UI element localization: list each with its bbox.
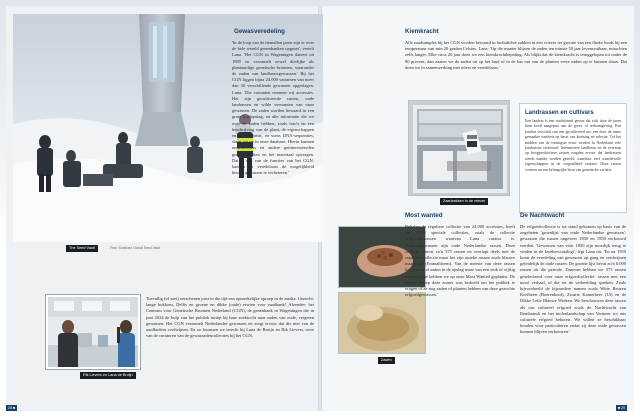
heading-gewasveredeling: Gewasveredeling	[234, 28, 285, 35]
seed-vault-credit: Foto: Svalbard Global Seed Vault	[110, 246, 161, 250]
intro-text: Toevallig (of niet) verschenen juist in die tijd een opmerkelijke oproep in de media: Gezocht: lange bokkom, Delfts en groene en dikke (oude) erwten voor zaadbank! Afzender: het Centrum voor Genetische Bronnen Nederland (CGN), de genenbank in Wageningen die in juni 2024 de hulp van het publiek inriep bij haar zoektocht naar zaden van oude, vergeten gewassen. Het CGN verzamelt Nederlandse gewassen en zorgt ervoor dat die niet van de aardbodem verdwijnen. En zo kwamen we terecht bij Lana de Bruijn en Rik Lievers, twee van de curatoren van de gewaszadencollecties bij het CGN.	[146, 296, 314, 339]
heading-most-wanted: Most wanted	[405, 212, 443, 219]
page-number-left: 28 ■	[8, 406, 16, 410]
kiemkracht-text: Alle zaadsamples bij het CGN worden bewaard in luchtdichte zakken in een vriezer ter grootte van een flinke loods bij een temperatuur van min 20 graden Celsius. Lana: 'Op die manier blijven de zaden ten minste 50 jaar levensvatbaar, misschien zelfs langer. Elke circa 20 jaar doen we een kiemkrachtbepaling. Als blijkt dat de kiemkracht is teruggelopen tot onder de 80 procent, dan zaaien we de zaden uit op het land of in de kas om van de planten verse zaden op te kunnen slaan. Dat doen we in samenwerking met telers en veredelaars.'	[405, 40, 627, 70]
freezer-caption: Zaadzakken in de vriezer	[440, 198, 488, 205]
freezer-photo	[408, 100, 510, 196]
heading-kiemkracht: Kiemkracht	[405, 28, 439, 35]
sidebar-box	[520, 104, 626, 212]
lab-caption: Rik Lievers en Lana de Bruijn	[80, 372, 136, 379]
heading-nachtwacht: De Nachtwacht	[520, 212, 565, 219]
lab-photo	[46, 295, 140, 369]
sidebar-title: Landrassen en cultivars	[525, 110, 594, 116]
nachtwacht-text: De erfgoedcollectie is tot stand gekomen op basis van de zogeheten 'groenlijst van oude Nederlandse gewassen': gewassen die tussen ongeveer 1850 en 1950 verbouwd werden. 'Gewassen van vóór 1850 zijn moeilijk terug te vinden in de kwekerscatalogi', legt Lana uit. 'En na 1950 komt de veredeling van gewassen op gang en verdwijnen geleidelijk de oude rassen. De groene lijst bevat zo'n 6.000 rassen uit die periode. Daarvan hebben we 375 rassen geselecteerd voor onze erfgoedcollectie: rassen met een mooi verhaal, of die tot de verbeelding spreken. Zoals bijvoorbeeld de bijzondere namen zoals Witte Reuzen Korfbeen (Boerenkool), Zwarte Kamerbeer (Ui) en de Dikke Lelie Blauwe Wieken. We beschouwen deze rassen als ons cultureel erfgoed zoals de Nachtwacht van Rembrandt en het molenlandschap van Vermeer tot ons culturele erfgoed behoren. We willen ze beschikbaar houden voor particulieren zodat zij deze oude gewassen kunnen blijven verbouwen.'	[520, 224, 626, 335]
page-number-right: ■ 29	[618, 406, 626, 410]
freezer-scene	[409, 101, 510, 196]
seeds-caption: Zaden	[378, 357, 395, 364]
gewasveredeling-text: 'In de loop van de tientallen jaren zijn er over de hele wereld genenbanken opgezet', vertelt Lana. 'Het CGN in Wageningen dateert uit 1985 en verzamelt zowel dierlijke als plantaardige genetische bronnen, waaronder de zaden van landbouwgewassen.' Bij het CGN liggen bijna 24.000 varianten van meer dan 30 verschillende gewassen opgeslagen. Lana: 'Die varianten noemen wij accessies. Het zijn gecultiveerde rassen, oude landrassen en wilde verwanten van onze gewassen. De zaden worden bewaard in een grote koelopslag, en alle informatie die we over de zaden hebben, zoals foto's en een beschrijving van de plant, de eigenschappen en de herkomst, en soms DNA-sequenties, slaan we op in onze database. Hierin kunnen onderzoekers en andere geïnteresseerden gericht zoeken en het materiaal opvragen. Dat is een van de functies van het CGN: banken en veredelaars de mogelijkheid bieden gewassen te verbeteren.'	[232, 40, 314, 176]
most-wanted-text: Behalve de reguliere collectie van 24.000 accessies, heeft het CGN speciale collecties, zoals de collectie erfgoedgewassen waarvan Lana curator is. 'Erfgoedgewassen zijn oude Nederlandse rassen. Deze collectie omvat zo'n 375 rassen en overlapt deels met de reguliere collectie maar het zijn unieke rassen zoals blauwe maanzaad (Emmabloem). Van de meeste van deze rassen hebben we al zaden in de opslag maar van een stuk of vijftig nog niet, die hebben we op onze Most Wanted geplaatst. De media-oproep deze zomer was bedoeld om het publiek te vragen of ze nog zaden of planten hebben van deze gezochte erfgoedgewassen.'	[405, 224, 515, 298]
lab-scene	[48, 297, 140, 369]
sidebar-text: Een landras is een traditioneel gewas dat zich door de jaren heen heeft aangepast aan de groei- of teeltomgeving. Een landras verschilt van een gecultiveerd ras: een door de mens gemaakte variëteit op basis van kruising en selectie. Tot het midden van de twintigste eeuw werden in Nederland vele landrassen verbouwd. Intensievere landbouw en de overstap op hoogproductieve rassen zorgden ervoor dat landrassen steeds minder werden geteeld, waardoor veel waardevolle eigenschappen in de vergetelheid raakten. Deze rassen vormen nu een belangrijke bron van genetische variatie.	[525, 119, 621, 172]
seed-vault-caption: The Seed Vault	[66, 245, 98, 252]
